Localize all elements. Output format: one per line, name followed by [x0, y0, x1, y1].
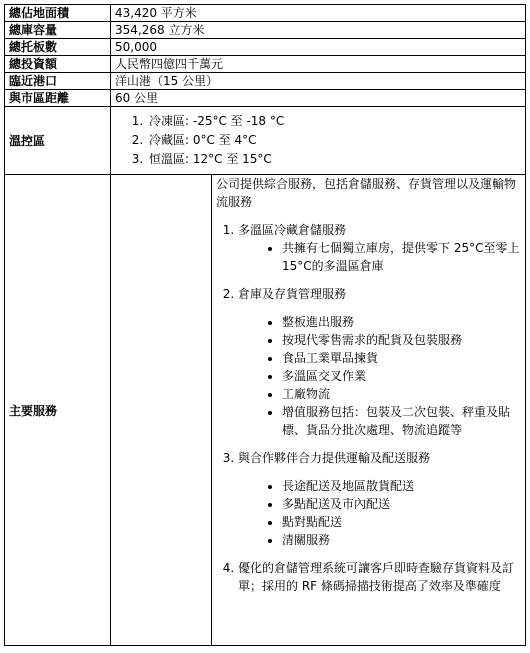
list-item: • 工廠物流	[282, 385, 521, 403]
list-item: • 多點配送及市內配送	[282, 495, 521, 513]
row-label: 總投資額	[5, 56, 111, 73]
services-intro: 公司提供綜合服務，包括倉儲服務、存貨管理以及運輸物流服務	[216, 177, 517, 209]
row-label: 主要服務	[5, 175, 111, 646]
list-item: 1. 冷凍區: -25°C 至 -18 °C	[147, 112, 521, 131]
services-content	[212, 175, 525, 645]
row-main-services	[5, 175, 526, 646]
service-item	[238, 285, 521, 439]
row-investment	[5, 56, 526, 73]
list-item: • 食品工業單品揀貨	[282, 349, 521, 367]
row-pallet-count	[5, 39, 526, 56]
row-value: 洋山港（15 公里）	[111, 73, 526, 90]
row-value: 354,268 立方米	[111, 22, 526, 39]
service-item	[238, 449, 521, 549]
list-item: 2. 冷藏區: 0°C 至 4°C	[147, 131, 521, 150]
service-item	[238, 559, 521, 595]
row-label: 總庫容量	[5, 22, 111, 39]
list-item: • 點對點配送	[282, 513, 521, 531]
list-item: • 按現代零售需求的配貨及包裝服務	[282, 331, 521, 349]
row-value: 60 公里	[111, 90, 526, 107]
row-value: 人民幣四億四千萬元	[111, 56, 526, 73]
row-value	[111, 175, 526, 646]
row-value: 50,000	[111, 39, 526, 56]
temperature-zone-list	[115, 112, 521, 169]
list-item: • 整板進出服務	[282, 313, 521, 331]
facility-info-table	[4, 4, 526, 646]
list-item: • 共擁有七個獨立庫房，提供零下 25°C至零上15°C的多溫區倉庫	[282, 239, 521, 275]
service-sublist	[238, 477, 521, 549]
row-temperature-zones	[5, 107, 526, 175]
row-label: 與市區距離	[5, 90, 111, 107]
service-item	[238, 221, 521, 275]
row-city-distance	[5, 90, 526, 107]
row-nearby-port	[5, 73, 526, 90]
service-title: 優化的倉儲管理系統可讓客戶即時查驗存貨資料及訂單；採用的 RF 條碼掃描技術提高了效率及準確度	[238, 561, 515, 593]
list-item: • 長途配送及地區散貨配送	[282, 477, 521, 495]
row-value	[111, 107, 526, 175]
row-total-area	[5, 5, 526, 22]
service-title: 多溫區冷藏倉儲服務	[238, 223, 347, 237]
services-spacer-column	[111, 175, 212, 645]
service-title: 與合作夥伴合力提供運輸及配送服務	[238, 451, 431, 465]
row-label: 總佔地面積	[5, 5, 111, 22]
services-list	[216, 221, 521, 595]
list-item: 3. 恒溫區: 12°C 至 15°C	[147, 150, 521, 169]
row-value: 43,420 平方米	[111, 5, 526, 22]
row-storage-capacity	[5, 22, 526, 39]
service-title: 倉庫及存貨管理服務	[238, 287, 347, 301]
service-sublist	[238, 239, 521, 275]
row-label: 溫控區	[5, 107, 111, 175]
service-sublist	[238, 313, 521, 439]
row-label: 臨近港口	[5, 73, 111, 90]
list-item: • 多溫區交叉作業	[282, 367, 521, 385]
list-item: • 清關服務	[282, 531, 521, 549]
list-item: • 增值服務包括：包裝及二次包裝、秤重及貼標、貨品分批次處理、物流追蹤等	[282, 403, 521, 439]
row-label: 總托板數	[5, 39, 111, 56]
services-block	[111, 175, 525, 645]
